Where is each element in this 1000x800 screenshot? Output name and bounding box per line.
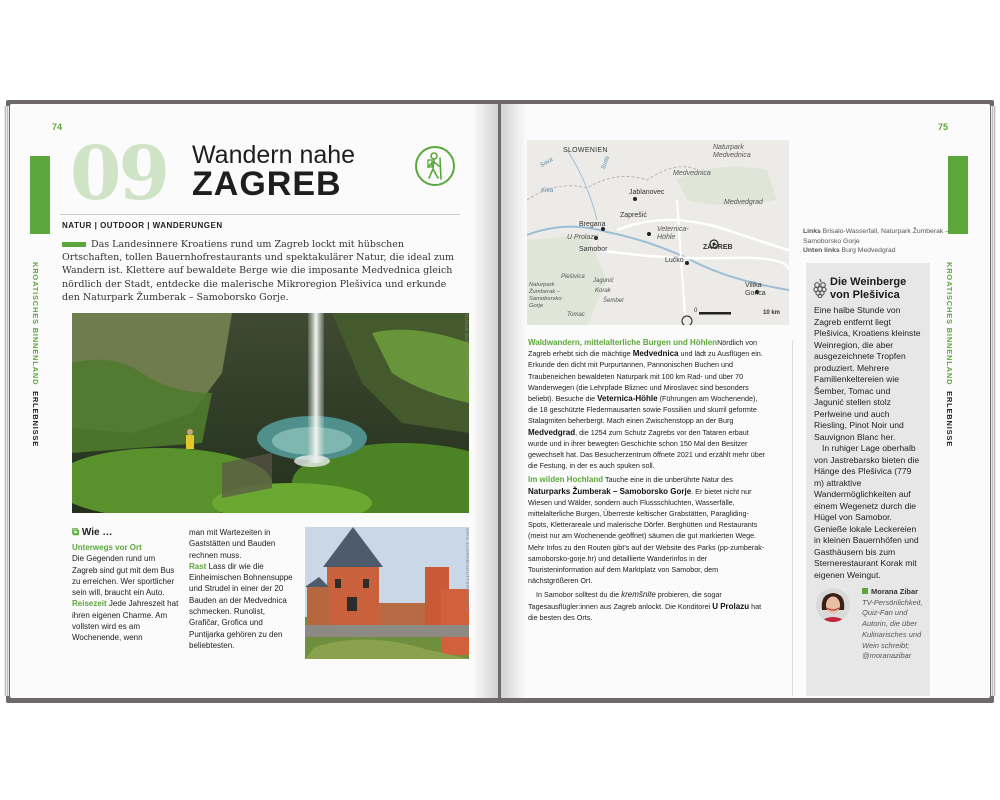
title-rule <box>60 214 460 215</box>
bold-term: U Prolazu <box>712 601 750 611</box>
how-col-2 <box>189 527 297 651</box>
caption-heading: Unten links <box>803 247 840 255</box>
map-scale-label: 10 km <box>763 310 781 316</box>
hiker-icon <box>415 146 455 186</box>
grapes-icon <box>812 278 828 303</box>
map-label: Lučko <box>665 257 684 264</box>
sidebar-title <box>830 276 906 301</box>
title-line-1: Wandern nahe <box>192 141 356 169</box>
author-name <box>862 587 926 598</box>
sidebar-text <box>814 305 922 581</box>
categories: NATUR | OUTDOOR | WANDERUNGEN <box>62 221 223 230</box>
photo2-credit: OPIS ZAGREB/SHUTTERSTOCK © <box>465 528 470 612</box>
map-label: Medvednica <box>673 170 711 177</box>
gutter-shadow <box>501 104 527 698</box>
text-run: (Führungen am Wochenende), die 18 geschützte Fledermausarten sowie Fossilien und skurril geformte Stalagmiten beherbergt. Mach einen Zwischenstopp an der Burg <box>528 394 758 426</box>
text-run: Nördlich von Zagreb erhebt sich die mächtige <box>528 338 758 359</box>
section-text <box>528 338 765 470</box>
intro-body: Das Landesinnere Kroatiens rund um Zagreb lockt mit hübschen Ortschaften, tollen Bauernhofrestaurants und spektakulärer Natur, die ideal zum Wandern ist. Klettere auf bewaldete Berge wie die imposante Medvednica gleich nördlich der Stadt, entdecke die malerische Mikroregion Plešivica und erkunde den Naturpark Žumberak – Samoborsko Gorje. <box>62 239 454 303</box>
section-text <box>528 590 761 621</box>
side-label-left <box>31 262 40 447</box>
article-body <box>528 337 768 623</box>
map-label: ZAGREB <box>703 244 733 251</box>
chapter-tab-right <box>948 156 968 234</box>
how-item <box>189 561 297 651</box>
map-label: Zaprešić <box>620 212 647 219</box>
author-block <box>862 587 926 662</box>
how-text: Lass dir wie die Einheimischen Bohnensuppe und Strudel in einer der 20 Bauden an der Medvednica schmecken. Runolist, Grafičar, Grofica und Puntijarka gehören zu den beliebtesten. <box>189 561 293 650</box>
caption-line <box>803 227 953 246</box>
sidebar-para: In ruhiger Lage oberhalb von Jastrebarsko bieten die Hänge des Plešivica (779 m) attraktive Wandermöglichkeiten auf einem Wegenetz durch die Hügel von Samobor. Genieße lokale Leckereien in kleinen Bauernhöfen und Gasthäusern bis zum Sternerestaurant Korak mit eigenen Weingut. <box>814 443 920 580</box>
sidebar-title-2: von Plešivica <box>830 288 900 301</box>
side-label-dark: ERLEBNISSE <box>945 391 954 448</box>
article-section-1 <box>528 337 768 471</box>
caption-heading: Links <box>803 228 821 235</box>
map-label: Medvedgrad <box>724 199 763 206</box>
how-item <box>72 542 180 598</box>
sidebar-para: Eine halbe Stunde von Zagreb entfernt liegt Plešivica, Kroatiens kleinste Weinregion, die aber ausgezeichnete Tropfen produziert. Mehrere Familienkeltereien wie Šember, Tomac und Jagunić stellen stolz Perlweine und auch Riesling, Pinot Noir und Sauvignon Blanc her. <box>814 305 921 442</box>
gutter-shadow <box>472 104 498 698</box>
how-heading: Unterwegs vor Ort <box>72 543 142 552</box>
text-run: . Er bietet nicht nur Wiesen und Wälder, sondern auch Flussschluchten, Wasserfälle, mittelalterliche Burgen, Überreste keltischer Grabstätten, Paragliding-Spots, Kletterareale und malerische Dörfer. Berghütten und Restaurants (meist nur am Wochenende geöffnet) säumen die gut markierten Wege. Mehr Infos zu den Routen gibt’s auf der Website des Parks (pp-zumberak-samoborsko-gorje.hr) und detaillierte Wanderinfos in der Touristeninformation auf dem Marktplatz von Samobor, dem nächstgrößeren Ort. <box>528 486 765 586</box>
author-square-icon <box>862 588 868 594</box>
map-label: U Prolazu <box>567 234 598 241</box>
how-heading: Reisezeit <box>72 599 107 609</box>
map-scale-zero: 0 <box>694 308 698 314</box>
author-name-text: Morana Zibar <box>871 587 919 596</box>
page-number-right: 75 <box>938 122 949 132</box>
bold-term: Veternica-Höhle <box>597 394 658 404</box>
text-run: , die 1254 zum Schutz Zagrebs vor den Tataren erbaut wurde und in ihrer bewegten Geschichte schon 150 Mal den Besitzer gewechselt hat. Das Besucherzentrum öffnete 2021 und erzählt mehr über die Festung, in der es auch spuken soll. <box>528 427 766 471</box>
map-label: Veternica-Höhle <box>657 226 689 241</box>
chapter-number: 09 <box>70 131 167 217</box>
section-heading: Waldwandern, mittelalterliche Burgen und Höhlen <box>528 338 718 347</box>
article-section-3 <box>528 589 768 623</box>
map-label: Jablanovec <box>629 189 665 196</box>
how-col-1 <box>72 542 180 644</box>
photo1-credit: DUSAN DUKA/GETTY IMAGES © <box>464 314 469 393</box>
map-label: Naturpark Žumberak – Samoborsko Gorje <box>529 282 562 309</box>
map-label: Šember <box>603 298 625 304</box>
castle-photo <box>305 527 469 659</box>
chapter-tab-left <box>30 156 50 234</box>
caption-text: Brisalo-Wasserfall, Naturpark Žumberak – Samoborsko Gorje <box>803 228 949 245</box>
how-title: Wie … <box>81 527 113 538</box>
author-avatar <box>816 588 850 622</box>
how-header <box>72 527 112 538</box>
caption-text: Burg Medvedgrad <box>841 247 896 255</box>
side-label-green: KROATISCHES BINNENLAND <box>31 262 40 386</box>
text-run: hat die besten des Orts. <box>528 601 762 622</box>
map-label: SLOWENIEN <box>563 147 608 154</box>
text-run: Tauche eine in die unberührte Natur des <box>603 475 733 485</box>
article-section-2 <box>528 474 768 586</box>
map-label: Vilika Gorica <box>745 282 766 297</box>
how-heading: Rast <box>189 561 207 571</box>
side-label-dark: ERLEBNISSE <box>31 391 40 448</box>
page-edges-right <box>991 106 996 696</box>
book-icon: ⧉ <box>72 527 80 538</box>
title-line-2: ZAGREB <box>192 165 342 203</box>
how-item <box>72 598 180 643</box>
map-label: Jagunić <box>593 278 614 284</box>
map-label: Tomac <box>567 312 585 318</box>
side-label-green: KROATISCHES BINNENLAND <box>945 262 954 386</box>
how-text: Die Gegenden rund um Zagreb sind gut mit dem Bus zu erreichen. Wer sportlicher sein will, braucht ein Auto. <box>72 554 175 598</box>
column-rule <box>792 340 793 696</box>
photo-caption <box>803 227 953 256</box>
italic-term: kremšnite <box>621 590 656 600</box>
bold-term: Medvednica <box>632 349 679 359</box>
map-label: Bregana <box>579 221 606 228</box>
map-label: Sava <box>539 156 555 170</box>
author-bio: TV-Persönlichkeit, Quiz-Fan und Autorin, die über Kulinarisches und Wein schreibt; @moranazibar <box>862 597 923 661</box>
text-run: und lädt zu Ausflügen ein. Erkunde den dicht mit Purpurtannen, Pannonischen Buchen und Traubeneichen bewaldeten Naturpark mit 100 km Rad- und über 70 Wanderwegen (die Lehrpfade Bliznec und Miroslavec sind besonders beliebt). Besuche die <box>528 349 763 404</box>
map-label: Sutla <box>600 155 612 171</box>
text-run: probieren, die sogar Tagesausflügler:innen aus Zagreb anlockt. Die Konditorei <box>528 590 722 611</box>
side-label-right <box>945 262 954 447</box>
page-edges-left <box>4 106 9 696</box>
text-run: In Samobor solltest du die <box>536 590 622 600</box>
map-label: Samobor <box>579 246 608 253</box>
section-text <box>528 475 764 585</box>
map-label: Plešivica <box>561 274 585 280</box>
map-label: Krka <box>541 188 554 194</box>
intro-bar <box>62 242 86 247</box>
waterfall-photo <box>72 313 469 513</box>
map-label: Naturpark Medvednica <box>713 144 751 159</box>
caption-line <box>803 246 953 256</box>
sidebar-title-1: Die Weinberge <box>830 276 907 288</box>
how-text: Jede Jahreszeit hat ihren eigenen Charme. Am vollsten wird es am Wochenende, wenn <box>72 599 179 643</box>
section-heading: Im wilden Hochland <box>528 475 604 485</box>
how-text: man mit Wartezeiten in Gaststätten und Bauden rechnen muss. <box>189 528 276 560</box>
bold-term: Naturparks Žumberak – Samoborsko Gorje <box>528 486 692 496</box>
bold-term: Medvedgrad <box>528 427 576 437</box>
page-number-left: 74 <box>52 122 63 132</box>
region-map <box>527 140 789 325</box>
intro-text <box>62 238 462 304</box>
map-label: Korak <box>595 288 611 294</box>
